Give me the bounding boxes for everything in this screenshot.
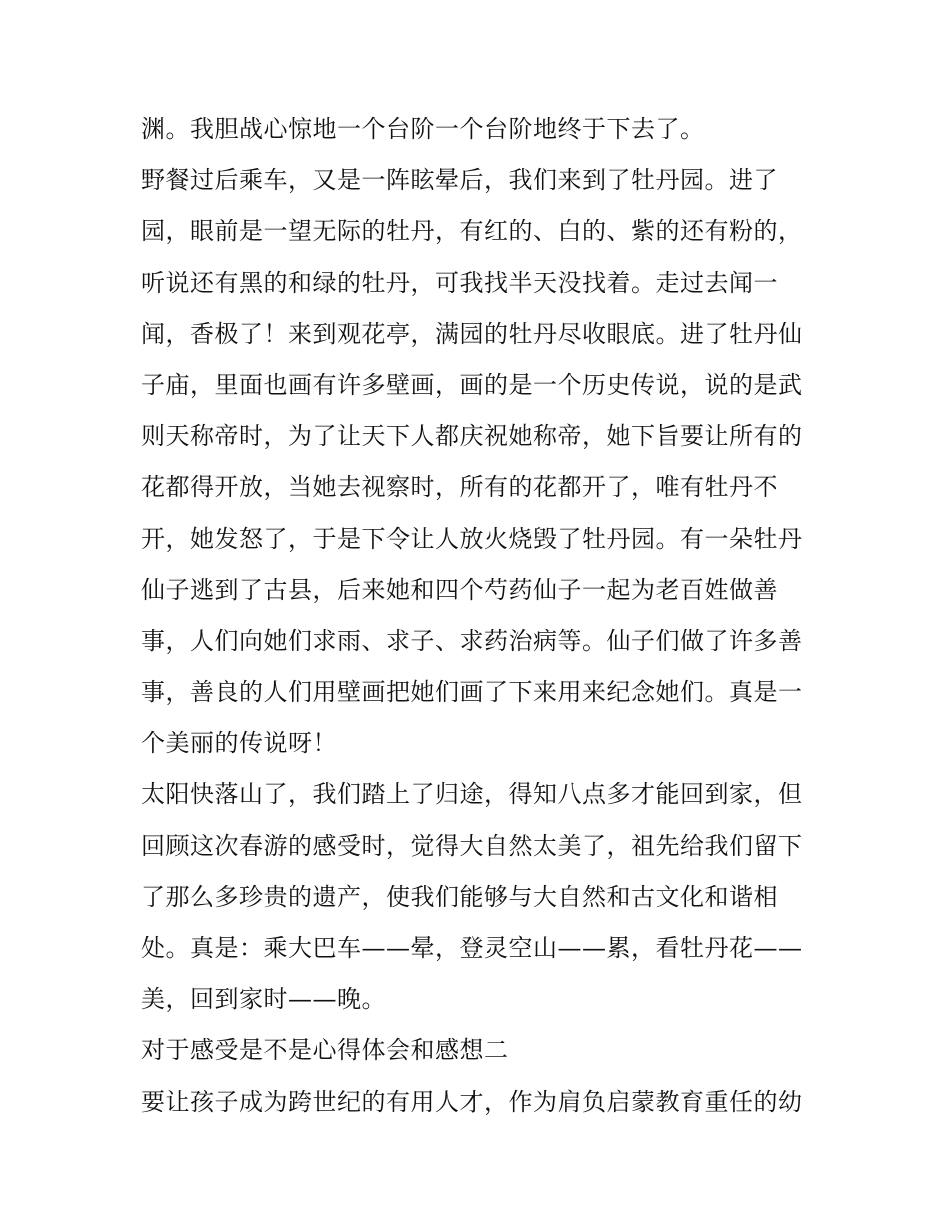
text-line: 了那么多珍贵的遗产，使我们能够与大自然和古文化和谐相 bbox=[141, 882, 778, 911]
text-line: 野餐过后乘车，又是一阵眩晕后，我们来到了牡丹园。进了 bbox=[141, 166, 778, 195]
section-heading: 对于感受是不是心得体会和感想二 bbox=[141, 1036, 509, 1065]
text-line: 太阳快落山了，我们踏上了归途，得知八点多才能回到家，但 bbox=[141, 780, 803, 809]
text-line: 渊。我胆战心惊地一个台阶一个台阶地终于下去了。 bbox=[141, 115, 705, 143]
text-line: 开，她发怒了，于是下令让人放火烧毁了牡丹园。有一朵牡丹 bbox=[141, 524, 803, 553]
text-line: 美，回到家时——晚。 bbox=[141, 985, 386, 1014]
text-line: 花都得开放，当她去视察时，所有的花都开了，唯有牡丹不 bbox=[141, 473, 778, 502]
text-line: 园，眼前是一望无际的牡丹，有红的、白的、紫的还有粉的， bbox=[141, 217, 803, 246]
text-line: 个美丽的传说呀！ bbox=[141, 729, 337, 758]
text-line: 回顾这次春游的感受时，觉得大自然太美了，祖先给我们留下 bbox=[141, 831, 803, 860]
text-line: 要让孩子成为跨世纪的有用人才，作为肩负启蒙教育重任的幼 bbox=[141, 1087, 803, 1116]
text-line: 则天称帝时，为了让天下人都庆祝她称帝，她下旨要让所有的 bbox=[141, 422, 803, 451]
text-line: 仙子逃到了古县，后来她和四个芍药仙子一起为老百姓做善 bbox=[141, 575, 778, 604]
text-line: 听说还有黑的和绿的牡丹，可我找半天没找着。走过去闻一 bbox=[141, 268, 778, 297]
document-body bbox=[141, 104, 821, 1128]
text-line: 事，人们向她们求雨、求子、求药治病等。仙子们做了许多善 bbox=[141, 626, 803, 655]
text-line: 处。真是：乘大巴车——晕，登灵空山——累，看牡丹花—— bbox=[141, 934, 803, 962]
text-line: 闻，香极了！来到观花亭，满园的牡丹尽收眼底。进了牡丹仙 bbox=[141, 319, 803, 348]
text-line: 事，善良的人们用壁画把她们画了下来用来纪念她们。真是一 bbox=[141, 678, 803, 707]
text-line: 子庙，里面也画有许多壁画，画的是一个历史传说，说的是武 bbox=[141, 370, 803, 399]
